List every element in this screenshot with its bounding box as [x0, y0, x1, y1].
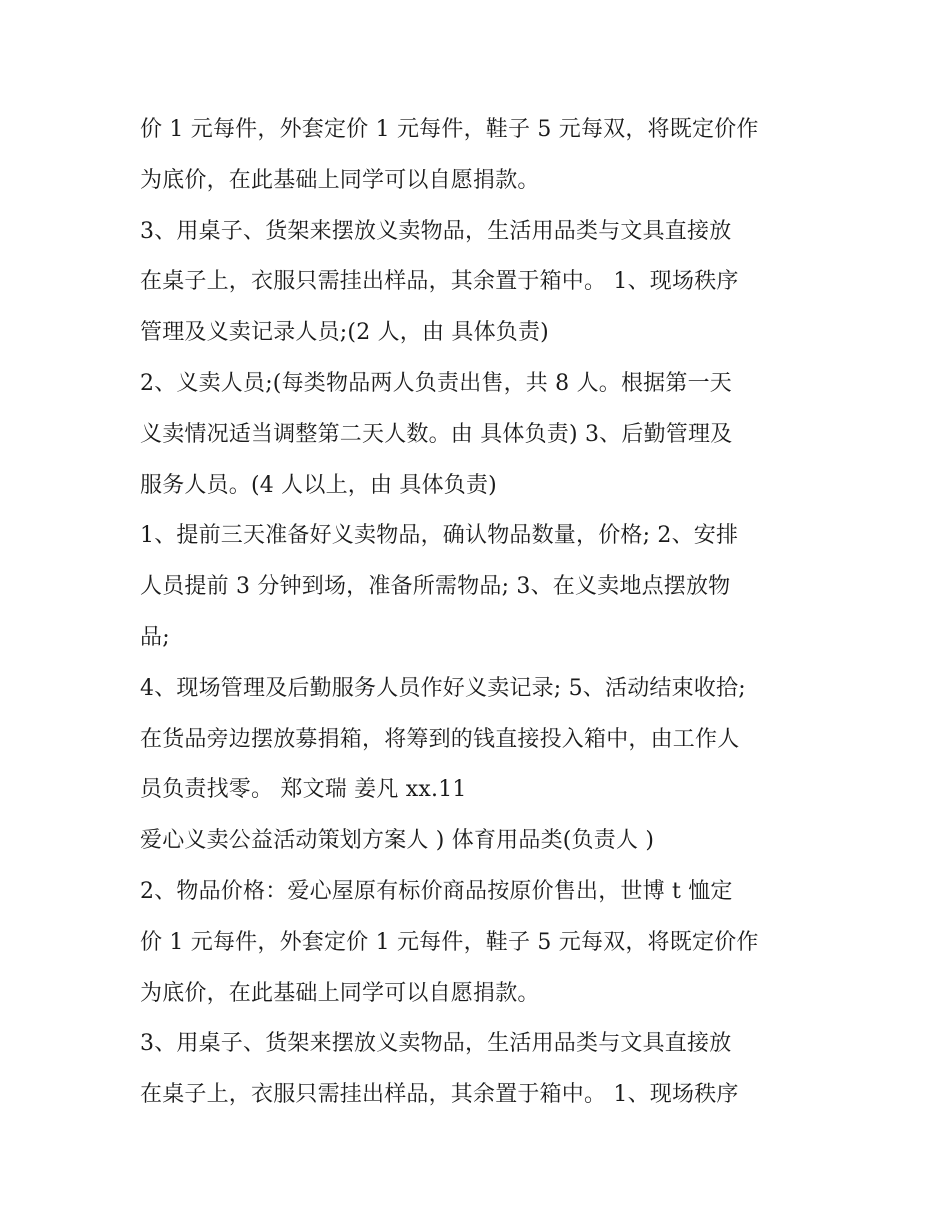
text-line: 为底价，在此基础上同学可以自愿捐款。 [140, 167, 540, 193]
text-line: 2、物品价格：爱心屋原有标价商品按原价售出，世博 t 恤定 [140, 878, 733, 904]
text-line: 在货品旁边摆放募捐箱，将筹到的钱直接投入箱中，由工作人 [140, 726, 740, 752]
text-line: 管理及义卖记录人员;(2 人，由 具体负责) [140, 320, 549, 346]
text-line: 4、现场管理及后勤服务人员作好义卖记录; 5、活动结束收拾; [140, 675, 746, 701]
text-line: 在桌子上，衣服只需挂出样品，其余置于箱中。 1、现场秩序 [140, 1082, 739, 1108]
text-line: 3、用桌子、货架来摆放义卖物品，生活用品类与文具直接放 [140, 1031, 732, 1057]
text-line: 价 1 元每件，外套定价 1 元每件，鞋子 5 元每双，将既定价作 [140, 117, 759, 142]
body-text [140, 105, 830, 1121]
text-line: 2、义卖人员;(每类物品两人负责出售，共 8 人。根据第一天 [140, 370, 732, 396]
text-line: 义卖情况适当调整第二天人数。由 具体负责) 3、后勤管理及 [140, 421, 733, 447]
text-line: 3、用桌子、货架来摆放义卖物品，生活用品类与文具直接放 [140, 218, 732, 244]
text-line: 为底价，在此基础上同学可以自愿捐款。 [140, 980, 540, 1006]
text-line: 人员提前 3 分钟到场，准备所需物品; 3、在义卖地点摆放物 [140, 574, 731, 600]
text-line: 服务人员。(4 人以上，由 具体负责) [140, 472, 497, 498]
text-line: 品; [140, 624, 170, 650]
text-line: 1、提前三天准备好义卖物品，确认物品数量，价格; 2、安排 [140, 523, 739, 549]
text-line: 价 1 元每件，外套定价 1 元每件，鞋子 5 元每双，将既定价作 [140, 929, 759, 955]
text-line: 在桌子上，衣服只需挂出样品，其余置于箱中。 1、现场秩序 [140, 269, 739, 295]
text-line: 爱心义卖公益活动策划方案人 ) 体育用品类(负责人 ) [140, 828, 655, 854]
text-line: 员负责找零。 郑文瑞 姜凡 xx.11 [140, 777, 467, 803]
